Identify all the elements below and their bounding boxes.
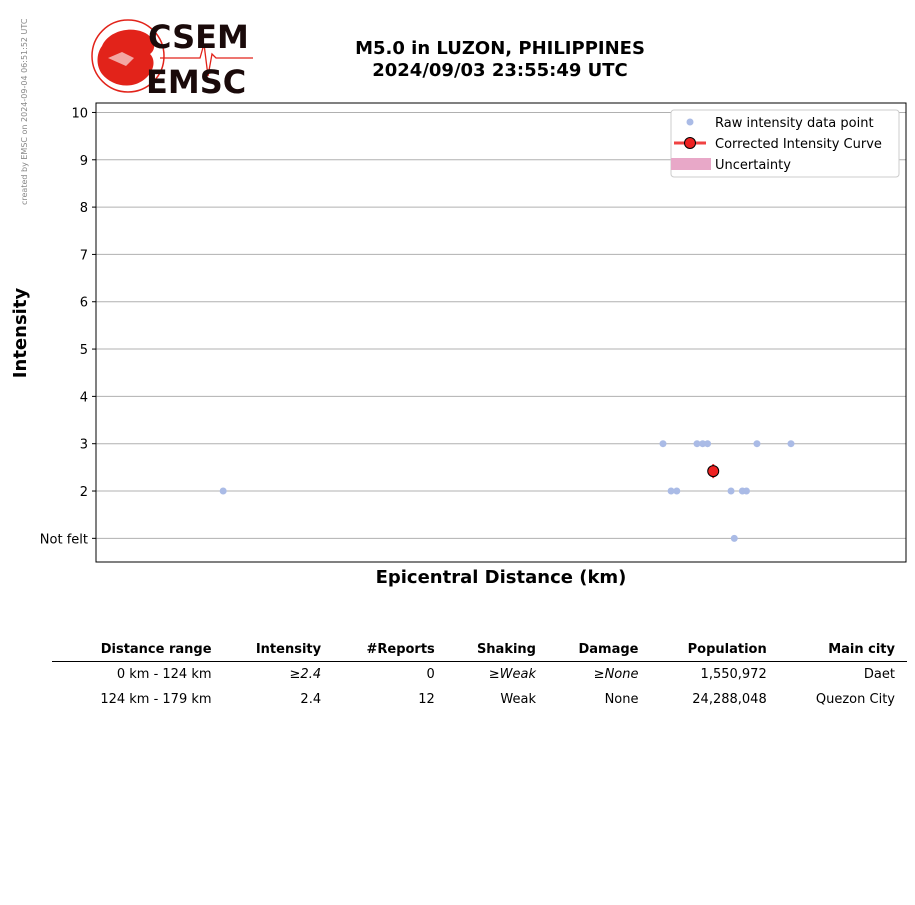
header-reports: #Reports [333, 640, 447, 662]
legend-raw-marker [687, 119, 694, 126]
raw-intensity-point [743, 488, 750, 495]
table-row [52, 662, 907, 688]
raw-intensity-point [753, 440, 760, 447]
raw-intensity-point [731, 535, 738, 542]
cell-main-city: Daet [863, 667, 895, 682]
header-distance-range: Distance range [52, 640, 224, 662]
legend-uncertainty-swatch [671, 158, 711, 170]
cell-shaking: ≥Weak [488, 667, 536, 682]
table-row [52, 687, 907, 712]
legend-curve-marker [685, 138, 696, 149]
cell-population: 24,288,048 [692, 692, 767, 707]
y-tick-label: 4 [79, 390, 88, 406]
chart-title-line2: 2024/09/03 23:55:49 UTC [372, 60, 628, 81]
header-damage: Damage [548, 640, 650, 662]
raw-intensity-point [660, 440, 667, 447]
y-tick-label: 3 [79, 437, 88, 453]
header-shaking: Shaking [447, 640, 548, 662]
header-intensity: Intensity [224, 640, 334, 662]
cell-damage: None [604, 692, 639, 707]
cell-population: 1,550,972 [700, 667, 767, 682]
legend-raw-label: Raw intensity data point [715, 116, 874, 131]
y-tick-label: 9 [79, 153, 88, 169]
cell-shaking: Weak [500, 692, 536, 707]
header-main-city: Main city [779, 640, 907, 662]
cell-main-city: Quezon City [815, 692, 895, 707]
y-tick-label: 2 [79, 485, 88, 501]
x-axis-label: Epicentral Distance (km) [375, 567, 627, 588]
cell-distance-range: 124 km - 179 km [100, 692, 212, 707]
y-tick-label: 7 [79, 248, 88, 264]
cell-reports: 12 [418, 692, 435, 707]
raw-intensity-point [673, 488, 680, 495]
y-tick-label: 6 [79, 295, 88, 311]
y-axis-label: Intensity [10, 287, 31, 379]
legend-uncertainty-label: Uncertainty [715, 158, 791, 173]
cell-intensity: 2.4 [300, 692, 322, 707]
y-tick-label: Not felt [39, 532, 88, 548]
raw-intensity-point [704, 440, 711, 447]
cell-intensity: ≥2.4 [289, 667, 322, 682]
intensity-summary-table [52, 640, 907, 712]
y-tick-label: 8 [79, 201, 88, 217]
header-population: Population [650, 640, 778, 662]
logo-csem-text: CSEM [148, 18, 249, 56]
table-header-row [52, 640, 907, 662]
cell-reports: 0 [426, 667, 435, 682]
corrected-intensity-point [708, 466, 719, 477]
chart-title-line1: M5.0 in LUZON, PHILIPPINES [355, 38, 645, 59]
cell-damage: ≥None [593, 667, 639, 682]
raw-intensity-point [728, 488, 735, 495]
chart-legend [671, 110, 899, 177]
y-tick-label: 5 [79, 343, 88, 359]
cell-distance-range: 0 km - 124 km [116, 667, 212, 682]
watermark-text: created by EMSC on 2024-09-04 06:51:52 UTC [20, 18, 29, 205]
logo-emsc-text: EMSC [146, 63, 247, 98]
y-tick-label: 10 [71, 106, 88, 122]
raw-intensity-point [787, 440, 794, 447]
legend-curve-label: Corrected Intensity Curve [715, 137, 882, 152]
raw-intensity-point [220, 488, 227, 495]
